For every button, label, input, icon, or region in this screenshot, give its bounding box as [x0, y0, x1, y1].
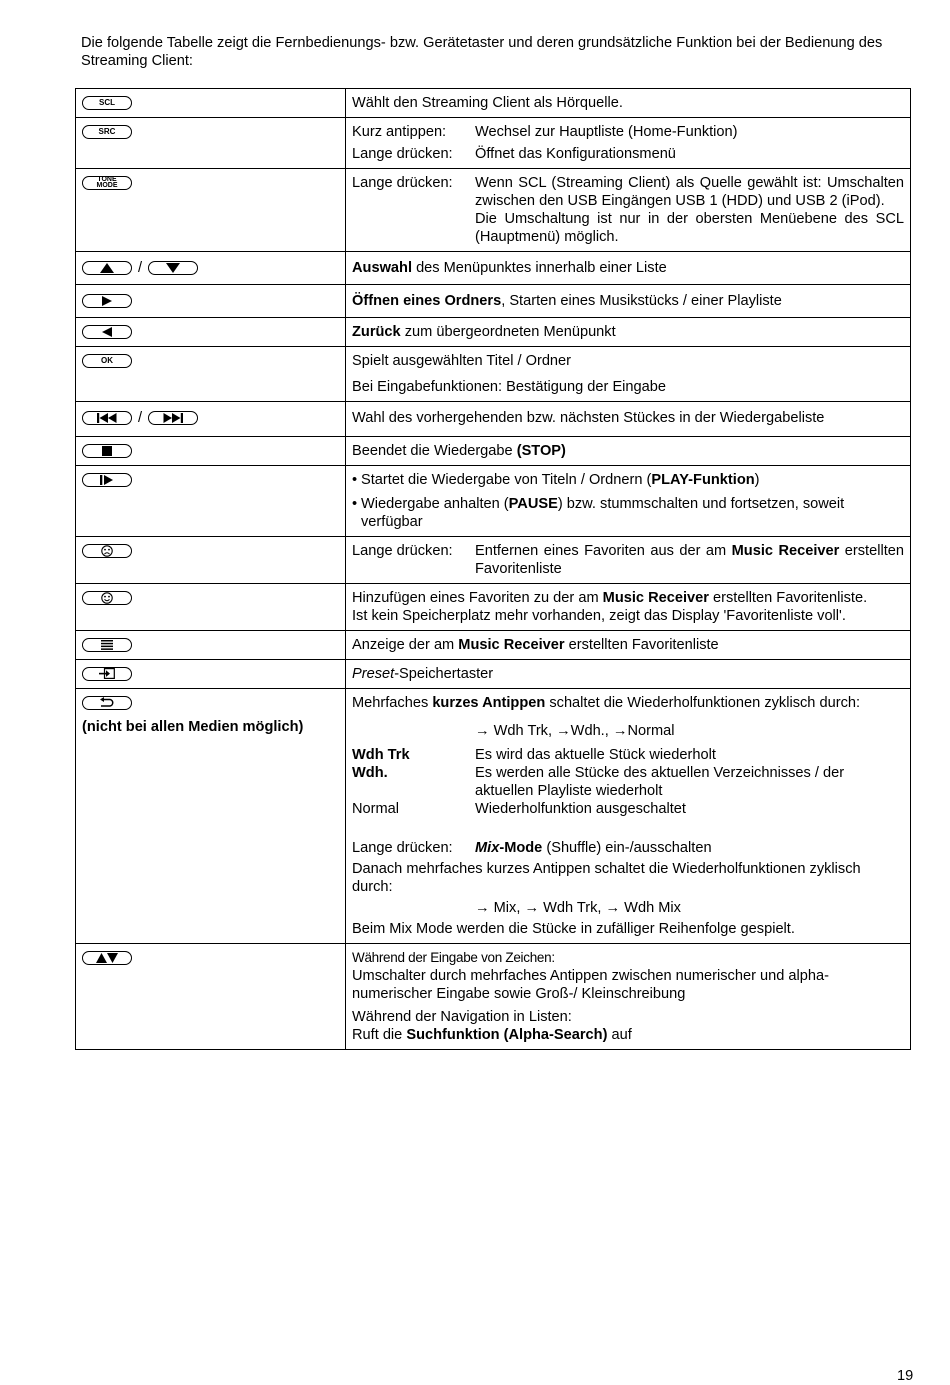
repeat-label-long: Lange drücken: [352, 840, 453, 856]
smile-bold: Music Receiver [602, 590, 709, 606]
play-text-c: ) [754, 472, 760, 488]
repeat-value-wdh-trk: Es wird das aktuelle Stück wiederholt [475, 747, 716, 763]
arrow-up-icon [82, 261, 132, 275]
src-button: SRC [82, 125, 132, 139]
src-value-short: Wechsel zur Hauptliste (Home-Funktion) [475, 124, 738, 140]
table-row [76, 689, 911, 944]
table-row [76, 660, 911, 689]
smile-text-d: Ist kein Speicherplatz mehr vorhanden, zeigt das Display 'Favoritenliste voll'. [352, 608, 846, 624]
list-text-a: Anzeige der am [352, 637, 459, 653]
preset-text: -Speichertaster [394, 666, 494, 682]
pause-text-a: Wiedergabe anhalten ( [361, 496, 509, 512]
tone-value: Wenn SCL (Streaming Client) als Quelle gewählt ist: Umschalten zwischen den USB Eingängen USB 1 (HDD) und USB 2 (iPod). [475, 175, 904, 209]
sad-bold: Music Receiver [731, 543, 840, 559]
bullet: • [352, 472, 358, 488]
preset-italic: Preset [352, 666, 395, 682]
repeat-sequence-1: → Wdh Trk, →Wdh., →Normal [475, 723, 675, 739]
separator: / [138, 410, 143, 426]
sad-text-c: erstellten Favoritenliste [475, 543, 904, 577]
key-function-table [75, 88, 911, 1050]
right-text: , Starten eines Musikstücks / einer Playliste [501, 293, 782, 309]
table-row [76, 537, 911, 584]
left-text: zum übergeordneten Menüpunkt [400, 324, 616, 340]
mix-italic: Mix [475, 840, 500, 856]
skip-text: Wahl des vorhergehenden bzw. nächsten Stückes in der Wiedergabeliste [346, 402, 911, 437]
mode-bold: -Mode [499, 840, 543, 856]
alpha-text-1: Umschalter durch mehrfaches Antippen zwischen numerischer und alpha-numerischer Eingabe sowie Groß-/ Kleinschreibung [352, 968, 829, 1002]
table-row [76, 402, 911, 437]
repeat-note: (nicht bei allen Medien möglich) [82, 719, 304, 735]
repeat-sequence-2: → Mix, → Wdh Trk, → Wdh Mix [475, 900, 681, 916]
src-label-short: Kurz antippen: [352, 124, 447, 140]
pause-bold: PAUSE [508, 496, 558, 512]
tone-label-long: Lange drücken: [352, 175, 453, 191]
list-icon [82, 638, 132, 652]
table-row [76, 584, 911, 631]
ok-text-2: Bei Eingabefunktionen: Bestätigung der Eingabe [352, 379, 667, 395]
repeat-value-wdh: Es werden alle Stücke des aktuellen Verzeichnisses / der aktuellen Playliste wiederholt [475, 765, 845, 799]
scl-description: Wählt den Streaming Client als Hörquelle. [346, 89, 911, 118]
ok-text-1: Spielt ausgewählten Titel / Ordner [352, 353, 572, 369]
table-row [76, 466, 911, 537]
smile-face-icon [82, 591, 132, 605]
alpha-text-3a: Ruft die [352, 1027, 407, 1043]
table-row [76, 285, 911, 318]
sad-label: Lange drücken: [352, 543, 453, 559]
left-bold: Zurück [352, 324, 401, 340]
intro-text: Die folgende Tabelle zeigt die Fernbedienungs- bzw. Gerätetaster und deren grundsätzliche Funktion bei der Bedienung des Streaming Client: [81, 35, 883, 69]
separator: / [138, 260, 143, 276]
scl-button: SCL [82, 96, 132, 110]
pause-text-c: ) bzw. stummschalten und fortsetzen, soweit verfügbar [361, 496, 845, 530]
updown-bold: Auswahl [352, 260, 413, 276]
table-row [76, 944, 911, 1050]
stop-text: Beendet die Wiedergabe [352, 443, 517, 459]
tone-label: TONE [97, 175, 117, 183]
table-row [76, 252, 911, 285]
arrow-right-icon [82, 294, 132, 308]
repeat-p2: Danach mehrfaches kurzes Antippen schaltet die Wiederholfunktionen zyklisch durch: [352, 861, 861, 895]
sad-text-a: Entfernen eines Favoriten aus der am [475, 543, 732, 559]
alpha-heading: Während der Eingabe von Zeichen: [352, 950, 555, 965]
repeat-p1-c: schaltet die Wiederholfunktionen zyklisch durch: [545, 695, 861, 711]
page-number: 19 [897, 1368, 914, 1384]
alpha-text-3c: auf [607, 1027, 632, 1043]
play-pause-icon [82, 473, 132, 487]
ok-button: OK [82, 354, 132, 368]
repeat-p3: Beim Mix Mode werden die Stücke in zufälliger Reihenfolge gespielt. [352, 921, 795, 937]
shuffle-text: (Shuffle) ein-/ausschalten [542, 840, 712, 856]
tone-value-note: Die Umschaltung ist nur in der obersten Menüebene des SCL (Hauptmenü) möglich. [475, 211, 904, 245]
skip-back-icon [82, 411, 132, 425]
repeat-p1-bold: kurzes Antippen [432, 695, 546, 711]
src-label-long: Lange drücken: [352, 146, 453, 162]
tone-mode-button [82, 176, 132, 190]
right-bold: Öffnen eines Ordners [352, 293, 502, 309]
repeat-value-normal: Wiederholfunktion ausgeschaltet [475, 801, 686, 817]
bullet: • [352, 496, 358, 512]
repeat-icon [82, 696, 132, 710]
play-text-a: Startet die Wiedergabe von Titeln / Ordnern ( [361, 472, 652, 488]
repeat-p1-a: Mehrfaches [352, 695, 433, 711]
list-bold: Music Receiver [458, 637, 565, 653]
table-row [76, 169, 911, 252]
list-text-c: erstellten Favoritenliste [564, 637, 719, 653]
alpha-text-2: Während der Navigation in Listen: [352, 1009, 572, 1025]
stop-icon [82, 444, 132, 458]
table-row [76, 347, 911, 402]
arrow-down-icon [148, 261, 198, 275]
table-row [76, 118, 911, 169]
smile-text-a: Hinzufügen eines Favoriten zu der am [352, 590, 603, 606]
repeat-label-normal: Normal [352, 801, 400, 817]
updown-text: des Menüpunktes innerhalb einer Liste [412, 260, 667, 276]
table-row [76, 631, 911, 660]
table-row [76, 89, 911, 118]
stop-bold: (STOP) [516, 443, 566, 459]
skip-forward-icon [148, 411, 198, 425]
smile-text-c: erstellten Favoritenliste. [708, 590, 868, 606]
mode-label: MODE [96, 181, 118, 189]
arrow-left-icon [82, 325, 132, 339]
play-bold: PLAY-Funktion [651, 472, 755, 488]
alpha-updown-icon [82, 951, 132, 965]
alpha-bold: Suchfunktion (Alpha-Search) [406, 1027, 608, 1043]
repeat-label-wdh-trk: Wdh Trk [352, 747, 410, 763]
table-row [76, 318, 911, 347]
src-value-long: Öffnet das Konfigurationsmenü [475, 146, 676, 162]
repeat-label-wdh: Wdh. [352, 765, 388, 781]
sad-face-icon [82, 544, 132, 558]
table-row [76, 437, 911, 466]
preset-store-icon [82, 667, 132, 681]
